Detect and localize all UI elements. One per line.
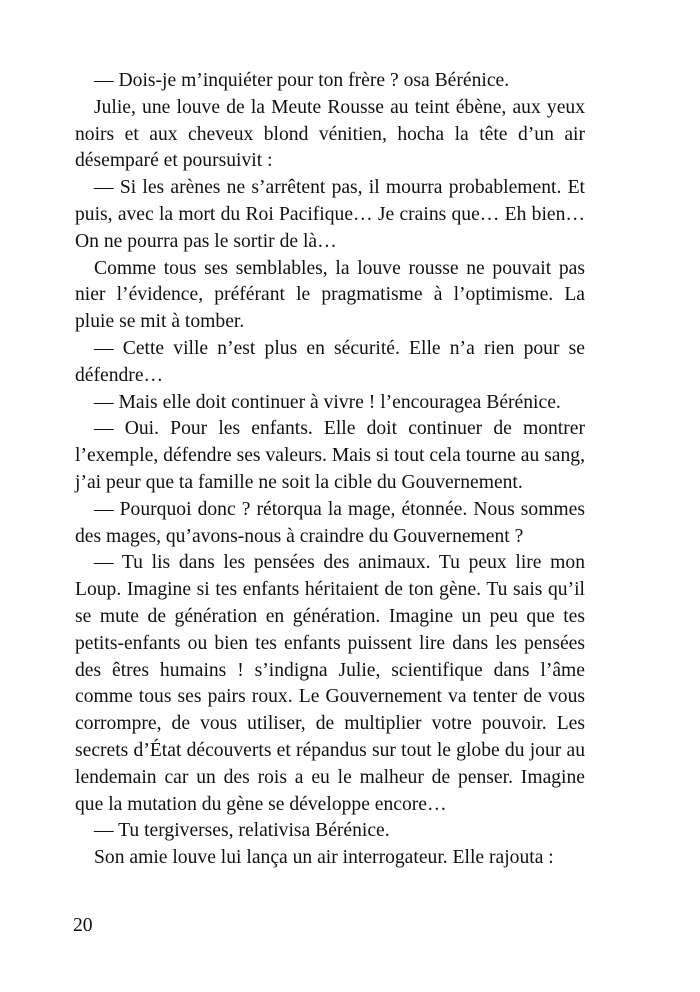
page-body [75, 68, 585, 872]
paragraph-11: Son amie louve lui lança un air interrogateur. Elle rajouta : [94, 847, 554, 869]
paragraph-10: — Tu tergiverses, relativisa Bérénice. [94, 820, 390, 842]
paragraph-3: — Si les arènes ne s’arrêtent pas, il mourra probablement. Et puis, avec la mort du Roi Pacifique… Je crains que… Eh bien… On ne pourra pas le sortir de là… [75, 177, 585, 252]
paragraph-1: — Dois-je m’inquiéter pour ton frère ? osa Bérénice. [94, 70, 510, 91]
paragraph-6: — Mais elle doit continuer à vivre ! l’encouragea Bérénice. [94, 391, 561, 413]
paragraph-8: — Pourquoi donc ? rétorqua la mage, étonnée. Nous sommes des mages, qu’avons-nous à craindre du Gouvernement ? [75, 498, 585, 547]
paragraph-5: — Cette ville n’est plus en sécurité. Elle n’a rien pour se défendre… [75, 337, 585, 386]
paragraph-7: — Oui. Pour les enfants. Elle doit continuer de montrer l’exemple, défendre ses valeurs. Mais si tout cela tourne au sang, j’ai peur que ta famille ne soit la cible du Gouvernement. [75, 418, 585, 493]
page-number: 20 [73, 915, 93, 936]
paragraph-2: Julie, une louve de la Meute Rousse au teint ébène, aux yeux noirs et aux cheveux blond vénitien, hocha la tête d’un air désemparé et poursuivit : [75, 96, 585, 172]
paragraph-9: — Tu lis dans les pensées des animaux. Tu peux lire mon Loup. Imagine si tes enfants héritaient de ton gène. Tu sais qu’il se mute de génération en génération. Imagine un peu que tes petits-enfants ou bien tes enfants puissent lire dans les pensées des êtres humains ! s’indigna Julie, scientifique dans l’âme comme tous ses pairs roux. Le Gouvernement va tenter de vous corrompre, de vous utiliser, de multiplier votre pouvoir. Les secrets d’État découverts et répandus sur tout le globe du jour au lendemain car un des rois a eu le malheur de penser. Imagine que la mutation du gène se développe encore… [75, 552, 585, 815]
paragraph-4: Comme tous ses semblables, la louve rousse ne pouvait pas nier l’évidence, préférant le pragmatisme à l’optimisme. La pluie se mit à tomber. [75, 257, 585, 333]
